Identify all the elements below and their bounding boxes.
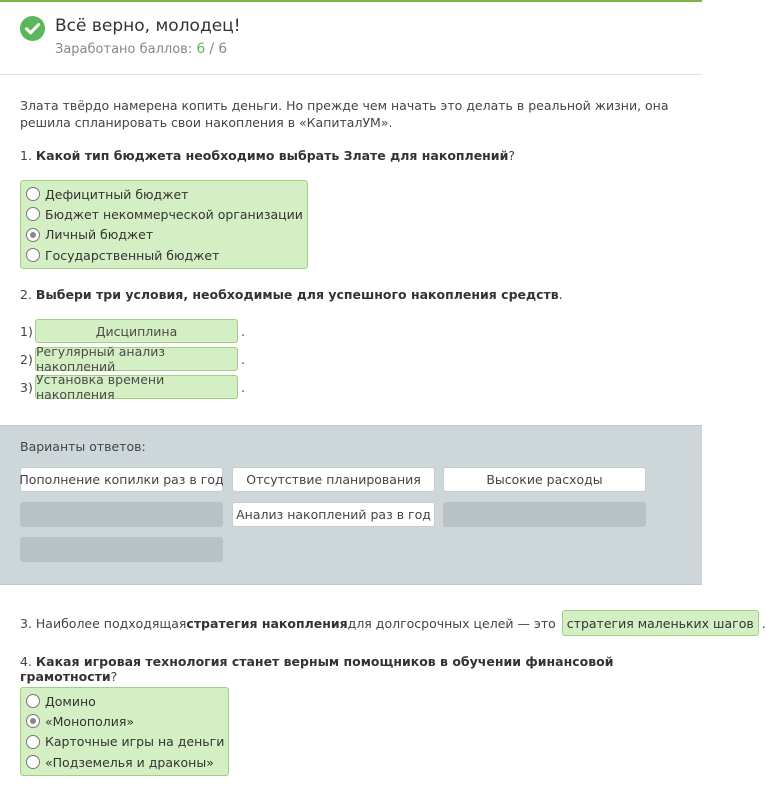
question-3-end: .	[761, 615, 766, 631]
radio-button[interactable]	[26, 207, 40, 221]
question-1	[20, 148, 515, 163]
slot-dot: .	[241, 379, 245, 395]
answer-chip[interactable]: Отсутствие планирования	[232, 467, 435, 492]
radio-option[interactable]	[26, 732, 224, 752]
answer-slot-2[interactable]: Регулярный анализ накоплений	[35, 347, 238, 371]
radio-button[interactable]	[26, 248, 40, 262]
radio-label: Личный бюджет	[45, 227, 154, 243]
radio-label: Карточные игры на деньги	[45, 734, 225, 750]
answer-chip[interactable]: Анализ накоплений раз в год	[232, 502, 435, 527]
question-4-text: Какая игровая технология станет верным помощников в обучении финансовой грамотности	[20, 654, 614, 684]
slot-dot: .	[241, 323, 245, 339]
empty-chip-placeholder	[443, 502, 646, 527]
empty-chip-placeholder	[20, 537, 223, 562]
radio-button[interactable]	[26, 755, 40, 769]
radio-option[interactable]	[26, 184, 303, 204]
radio-label: Бюджет некоммерческой организации	[45, 206, 303, 222]
radio-option[interactable]	[26, 691, 224, 711]
radio-label: «Подземелья и драконы»	[45, 754, 214, 770]
score-earned: 6	[196, 41, 206, 57]
radio-option[interactable]	[26, 245, 303, 265]
radio-option[interactable]	[26, 711, 224, 731]
radio-option[interactable]	[26, 752, 224, 772]
answer-slot-row-2	[20, 344, 245, 374]
radio-button[interactable]	[26, 187, 40, 201]
slot-number: 2)	[20, 351, 33, 367]
question-2-number: 2.	[20, 287, 32, 302]
question-2-text: Выбери три условия, необходимые для успешного накопления средств	[35, 287, 559, 302]
task-intro: Злата твёрдо намерена копить деньги. Но прежде чем начать это делать в реальной жизни, она решила спланировать свои накопления в «КапиталУМ».	[20, 98, 669, 130]
slot-dot: .	[241, 351, 245, 367]
slot-number: 1)	[20, 323, 33, 339]
score-label: Заработано баллов:	[55, 42, 193, 57]
radio-option[interactable]	[26, 204, 303, 224]
inline-answer-slot[interactable]: стратегия маленьких шагов	[562, 610, 759, 636]
radio-button[interactable]	[26, 735, 40, 749]
answer-slot-1[interactable]: Дисциплина	[35, 319, 238, 343]
question-3-bold: стратегия накопления	[186, 615, 348, 631]
score-total: 6	[218, 41, 228, 57]
question-3-prefix: 3. Наиболее подходящая	[20, 615, 187, 631]
answer-bank	[0, 425, 702, 585]
score-line	[55, 41, 227, 57]
empty-chip-placeholder	[20, 502, 223, 527]
slot-number: 3)	[20, 379, 33, 395]
answer-slot-3[interactable]: Установка времени накопления	[35, 375, 238, 399]
question-3-middle: для долгосрочных целей — это	[347, 615, 556, 631]
radio-option[interactable]	[26, 225, 303, 245]
result-banner	[0, 2, 702, 75]
question-2	[20, 287, 563, 302]
question-3	[20, 610, 766, 636]
question-4-end: ?	[110, 669, 118, 684]
question-4	[20, 654, 702, 684]
radio-button-selected[interactable]	[26, 228, 40, 242]
question-1-text: Какой тип бюджета необходимо выбрать Злате для накоплений	[35, 148, 509, 163]
radio-label: Домино	[45, 693, 96, 709]
answer-slot-row-1	[20, 319, 245, 343]
radio-button[interactable]	[26, 694, 40, 708]
check-circle-icon	[20, 16, 45, 41]
radio-label: Государственный бюджет	[45, 247, 220, 263]
answer-chip[interactable]: Высокие расходы	[443, 467, 646, 492]
radio-button-selected[interactable]	[26, 714, 40, 728]
question-1-number: 1.	[20, 148, 32, 163]
question-1-end: ?	[508, 148, 515, 163]
answer-slot-row-3	[20, 372, 245, 402]
question-1-options	[20, 180, 308, 269]
question-4-number: 4.	[20, 654, 32, 669]
score-separator: /	[209, 41, 215, 57]
question-2-end: .	[558, 287, 563, 302]
radio-label: Дефицитный бюджет	[45, 186, 189, 202]
answer-bank-title: Варианты ответов:	[20, 439, 146, 454]
question-4-options	[20, 687, 229, 776]
result-title: Всё верно, молодец!	[55, 16, 241, 36]
radio-label: «Монополия»	[45, 713, 135, 729]
answer-chip[interactable]: Пополнение копилки раз в год	[20, 467, 223, 492]
